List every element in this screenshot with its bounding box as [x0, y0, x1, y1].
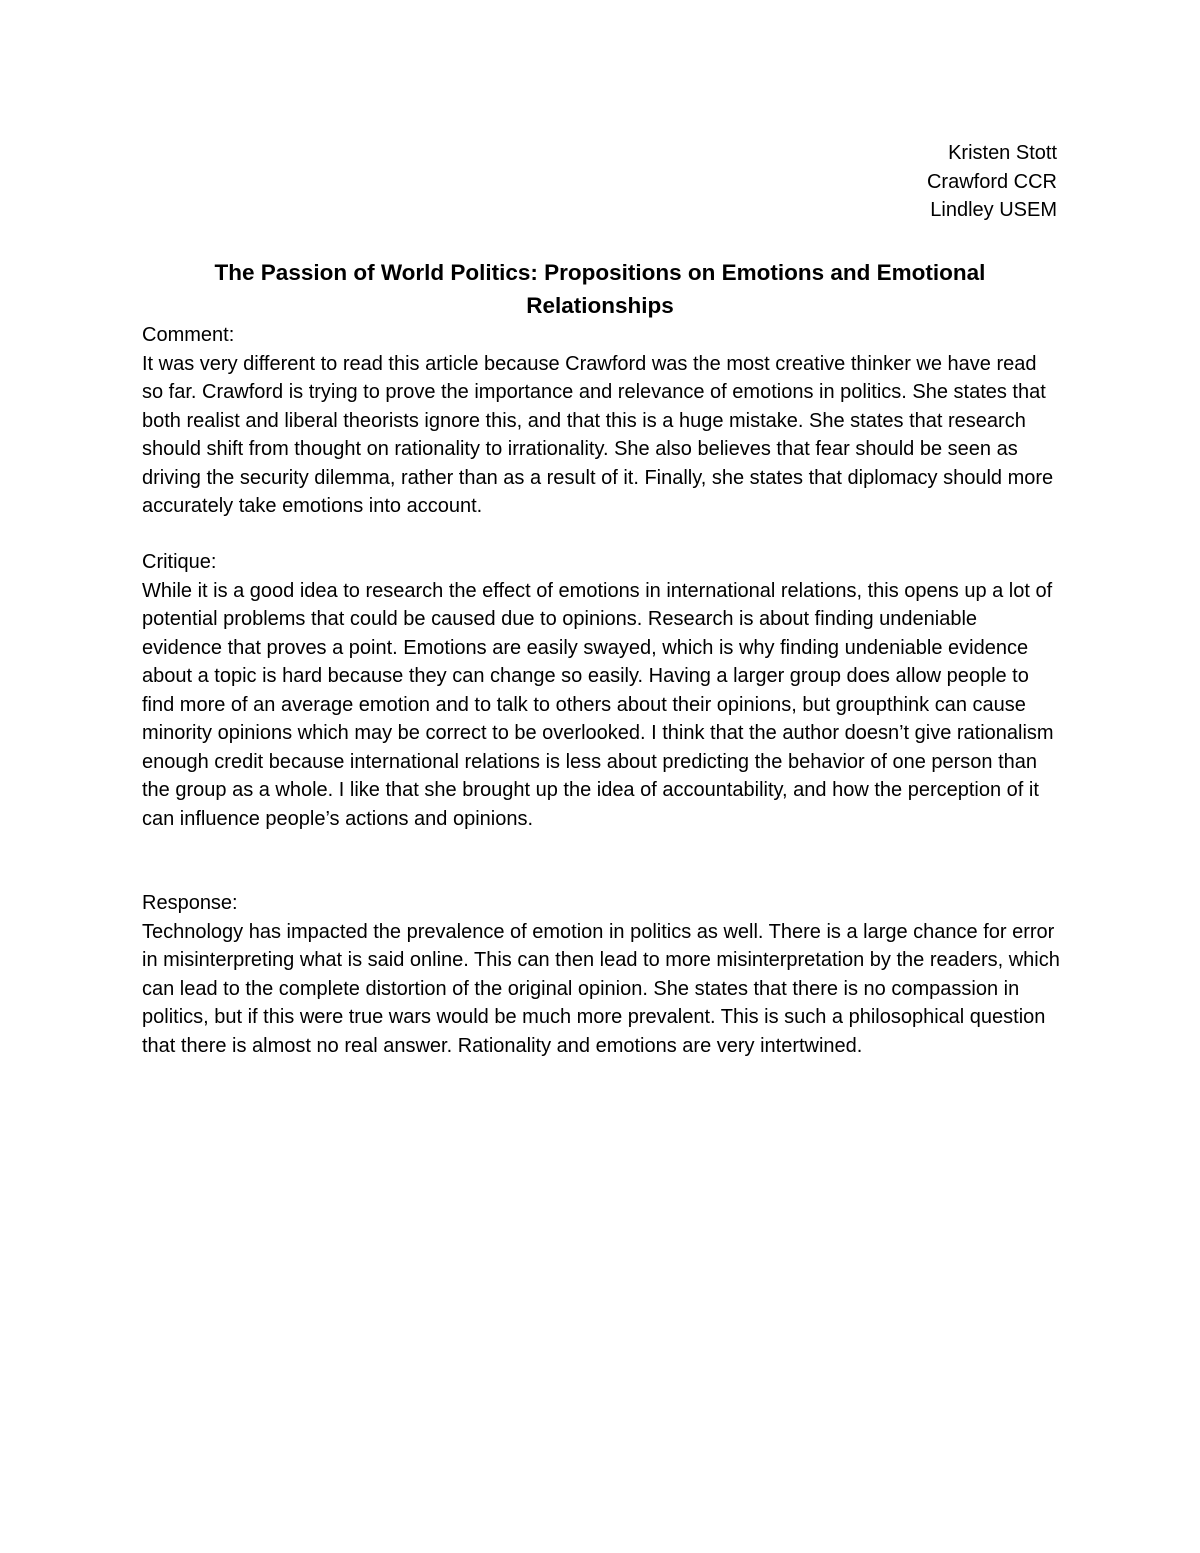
critique-text: While it is a good idea to research the effect of emotions in international relations, this opens up a lot of potential problems that could be caused due to opinions. Research is about finding undeniable evidence that proves a point. Emotions are easily swayed, which is why finding undeniable evidence about a topic is hard because they can change so easily. Having a larger group does allow people to find more of an average emotion and to talk to others about their opinions, but groupthink can cause minority opinions which may be correct to be overlooked. I think that the author doesn’t give rationalism enough credit because international relations is less about predicting the behavior of one person than the group as a whole. I like that she brought up the idea of accountability, and how the perception of it can influence people’s actions and opinions.	[142, 579, 1054, 830]
response-label: Response:	[142, 892, 238, 914]
document-title: The Passion of World Politics: Propositions on Emotions and Emotional Relationships	[214, 260, 986, 318]
course-line-1: Crawford CCR	[926, 170, 1057, 193]
response-section	[142, 889, 1062, 1060]
comment-text: It was very different to read this article because Crawford was the most creative thinker we have read so far. Crawford is trying to prove the importance and relevance of emotions in politics. She states that both realist and liberal theorists ignore this, and that this is a huge mistake. She states that research should shift from thought on rationality to irrationality. She also believes that fear should be seen as driving the security dilemma, rather than as a result of it. Finally, she states that diplomacy should more accurately take emotions into account.	[142, 352, 1054, 517]
critique-section	[142, 548, 1062, 833]
comment-label: Comment:	[142, 324, 235, 346]
course-line-2: Lindley USEM	[930, 199, 1057, 221]
critique-label: Critique:	[142, 551, 217, 573]
author-name: Kristen Stott	[948, 142, 1057, 164]
header-block	[927, 139, 1057, 225]
response-text: Technology has impacted the prevalence of emotion in politics as well. There is a large chance for error in misinterpreting what is said online. This can then lead to more misinterpretation by the readers, which can lead to the complete distortion of the original opinion. She states that there is no compassion in politics, but if this were true wars would be much more prevalent. This is such a philosophical question that there is almost no real answer. Rationality and emotions are very intertwined.	[142, 920, 1060, 1057]
comment-section	[142, 321, 1062, 521]
